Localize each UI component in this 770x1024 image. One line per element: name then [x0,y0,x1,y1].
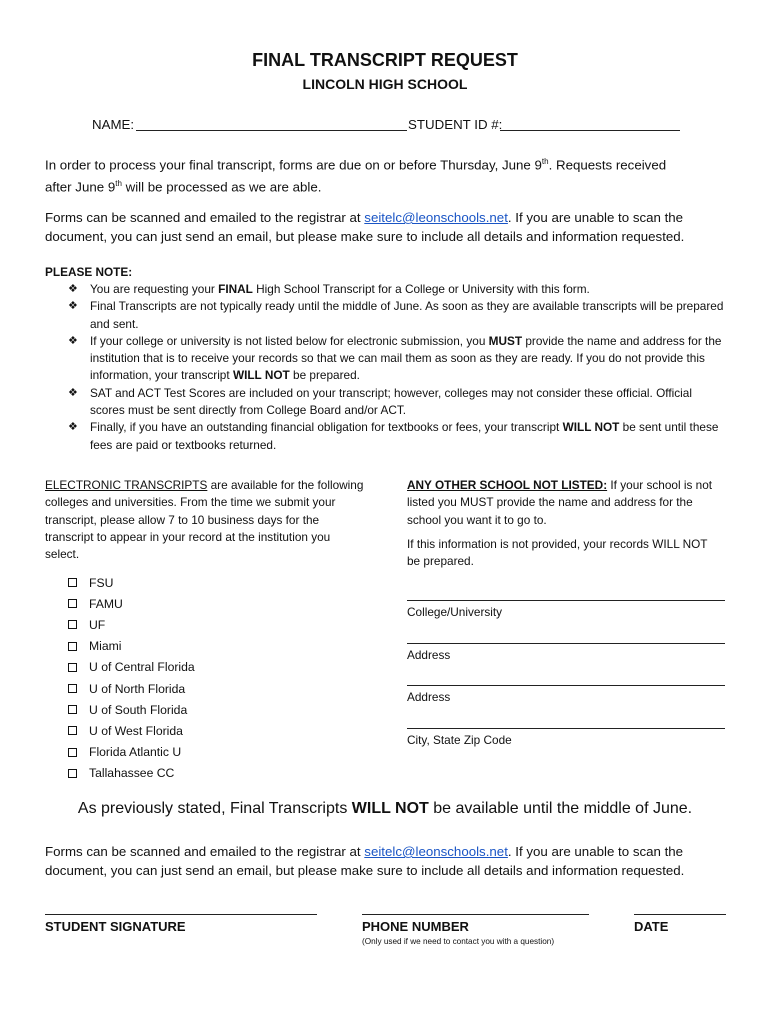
checkbox-icon[interactable] [68,599,77,608]
school-option [68,720,195,741]
note-item: ❖ Final Transcripts are not typically ready until the middle of June. As soon as they are available transcripts will be prepared and sent. [68,299,724,331]
email-instructions: Forms can be scanned and emailed to the registrar at seitelc@leonschools.net. If you are unable to scan the document, you can just send an email, but please make sure to include all details and information requested. [45,210,685,244]
form-title: FINAL TRANSCRIPT REQUEST [252,50,518,70]
student-signature-line[interactable] [45,914,317,915]
name-label: NAME: [92,117,135,132]
date-label: DATE [634,919,669,934]
diamond-bullet-icon: ❖ [68,283,78,295]
city-state-zip-field-line[interactable] [407,728,725,729]
school-option-label: U of West Florida [89,723,183,738]
school-option [68,614,195,635]
electronic-transcripts-info: ELECTRONIC TRANSCRIPTS are available for the following colleges and universities. From the time we submit your transcript, please allow 7 to 10 business days for the transcript to appear in your record at the institution you select. [45,478,364,562]
college-field-line[interactable] [407,600,725,601]
checkbox-icon[interactable] [68,705,77,714]
registrar-email-link[interactable]: seitelc@leonschools.net [364,210,508,225]
college-field-label: College/University [407,605,503,619]
checkbox-icon[interactable] [68,642,77,651]
diamond-bullet-icon: ❖ [68,421,78,434]
checkbox-icon[interactable] [68,663,77,672]
note-item: ❖ Finally, if you have an outstanding financial obligation for textbooks or fees, your transcript WILL NOT be sent until these fees are paid or textbooks returned. [68,420,719,452]
school-option [68,657,195,678]
address-field-label-1: Address [407,648,451,662]
date-line[interactable] [634,914,726,915]
phone-number-line[interactable] [362,914,589,915]
phone-number-label: PHONE NUMBER [362,919,469,934]
other-school-warning: If this information is not provided, your records WILL NOT be prepared. [407,537,708,569]
school-option [68,636,195,657]
school-option-label: U of South Florida [89,702,188,717]
email-instructions-repeat: Forms can be scanned and emailed to the registrar at seitelc@leonschools.net. If you are unable to scan the document, you can just send an email, but please make sure to include all details and information requested. [45,844,685,878]
school-option [68,572,195,593]
notes-list [68,281,728,454]
diamond-bullet-icon: ❖ [68,386,78,399]
diamond-bullet-icon: ❖ [68,334,78,347]
other-school-info: ANY OTHER SCHOOL NOT LISTED: If your school is not listed you MUST provide the name and address for the school you want it to go to. [407,478,713,527]
school-option-label: FAMU [89,596,123,611]
school-option [68,678,195,699]
city-state-zip-label: City, State Zip Code [407,733,512,747]
school-option-label: Florida Atlantic U [89,745,182,760]
address-field-line-1[interactable] [407,643,725,644]
electronic-heading: ELECTRONIC TRANSCRIPTS [45,478,208,492]
checkbox-icon[interactable] [68,578,77,587]
checkbox-icon[interactable] [68,769,77,778]
note-item: ❖ You are requesting your FINAL High School Transcript for a College or University with this form. [68,281,728,298]
school-option-label: FSU [89,575,114,590]
intro-paragraph: In order to process your final transcript, forms are due on or before Thursday, June 9th. Requests received after June 9th will be processed as we are able. [45,157,667,195]
school-option-label: U of Central Florida [89,660,195,675]
school-option [68,763,195,784]
checkbox-icon[interactable] [68,726,77,735]
reminder-statement: As previously stated, Final Transcripts WILL NOT be available until the middle of June. [77,800,693,817]
name-field[interactable] [136,130,407,131]
other-school-heading: ANY OTHER SCHOOL NOT LISTED: [407,478,608,492]
school-option-label: Tallahassee CC [89,766,175,781]
note-item: ❖ SAT and ACT Test Scores are included on your transcript; however, colleges may not consider these official. Official scores must be sent directly from College Board and/or ACT. [68,385,692,418]
please-note-heading: PLEASE NOTE: [45,265,133,279]
checkbox-icon[interactable] [68,620,77,629]
phone-note: (Only used if we need to contact you with a question) [362,937,555,946]
student-id-field[interactable] [500,130,680,131]
registrar-email-link-repeat[interactable]: seitelc@leonschools.net [364,844,508,859]
diamond-bullet-icon: ❖ [68,300,78,313]
note-item: ❖ If your college or university is not listed below for electronic submission, you MUST provide the name and address for the institution that is to receive your records so that we can mail them as soon as they are ready. If you do not provide this information, your transcript WILL NOT be prepared. [68,333,722,383]
school-option [68,742,195,763]
student-id-label: STUDENT ID #: [408,117,503,132]
school-option [68,593,195,614]
school-option-label: U of North Florida [89,681,186,696]
address-field-label-2: Address [407,690,451,704]
electronic-school-list [68,572,195,784]
school-name: LINCOLN HIGH SCHOOL [302,76,468,92]
checkbox-icon[interactable] [68,748,77,757]
address-field-line-2[interactable] [407,685,725,686]
checkbox-icon[interactable] [68,684,77,693]
school-option-label: Miami [89,639,122,654]
school-option [68,699,195,720]
school-option-label: UF [89,617,106,632]
student-signature-label: STUDENT SIGNATURE [45,919,186,934]
